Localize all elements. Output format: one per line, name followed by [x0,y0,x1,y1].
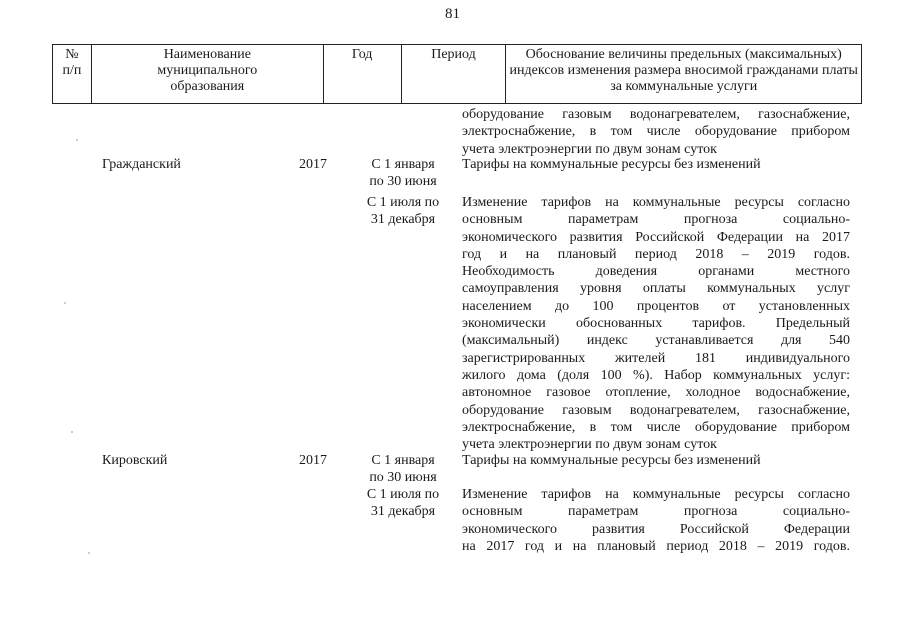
row-1-period-1: С 1 января по 30 июня [369,157,437,190]
scan-speck [71,431,73,433]
continuation-text [462,106,850,158]
table-header [52,44,862,104]
header-basis: Обоснование величины предельных (максимальных) индексов изменения размера вносимой гражданами платы за коммунальные услуги [506,45,862,103]
row-1-basis-2 [462,194,850,453]
text-line: самоуправления уровня оплаты коммунальных услуг [462,281,850,297]
text-line: экономического развития Российской Федерации [462,521,850,537]
header-name: Наименование муниципального образования [92,45,324,103]
text-line: электроснабжение, в том числе оборудование прибором [462,419,850,435]
row-1-name: Гражданский [102,157,181,172]
text-line: экономического развития Российской Федерации на 2017 [462,229,850,245]
text-line: (максимальный) индекс устанавливается для 540 [462,333,850,349]
text-line: Изменение тарифов на коммунальные ресурсы согласно [462,195,850,210]
text-line: автономное газовое отопление, холодное водоснабжение, [462,385,850,401]
text-line: населением до 100 процентов от установленных [462,298,850,314]
scan-speck [88,552,90,554]
text-line: жилого дома (доля 100 %). Набор коммунальных услуг: [462,367,850,383]
row-1-year: 2017 [299,157,327,172]
text-line: зарегистрированных жителей 181 индивидуального [462,350,850,366]
text-line: учета электроэнергии по двум зонам суток [462,141,717,157]
row-2-period-1: С 1 января по 30 июня [369,453,437,486]
row-2-period-2: С 1 июля по 31 декабря [366,487,440,520]
row-1-basis-1: Тарифы на коммунальные ресурсы без изменений [462,157,761,172]
row-2-basis-1: Тарифы на коммунальные ресурсы без изменений [462,453,761,468]
text-line: основным параметрам прогноза социально- [462,212,850,228]
text-line: электроснабжение, в том числе оборудование прибором [462,124,850,140]
header-year: Год [324,45,402,103]
scan-speck [76,139,78,141]
scan-speck [64,302,66,304]
page-number: 81 [445,6,460,22]
text-line: год и на плановый период 2018 – 2019 годов. [462,246,850,262]
row-2-year: 2017 [299,453,327,468]
text-line: учета электроэнергии по двум зонам суток [462,437,717,453]
row-2-basis-2 [462,486,850,555]
text-line: основным параметрам прогноза социально- [462,504,850,520]
text-line: экономически обоснованных тарифов. Предельный [462,316,850,332]
text-line: Необходимость доведения органами местного [462,264,850,280]
row-2-name: Кировский [102,453,168,468]
header-period: Период [402,45,507,103]
text-line: оборудование газовым водонагревателем, газоснабжение, [462,402,850,418]
row-1-period-2: С 1 июля по 31 декабря [366,195,440,228]
text-line: оборудование газовым водонагревателем, газоснабжение, [462,107,850,122]
text-line: Изменение тарифов на коммунальные ресурсы согласно [462,487,850,502]
header-num: № п/п [53,45,92,103]
text-line: на 2017 год и на плановый период 2018 – 2019 годов. [462,538,850,554]
